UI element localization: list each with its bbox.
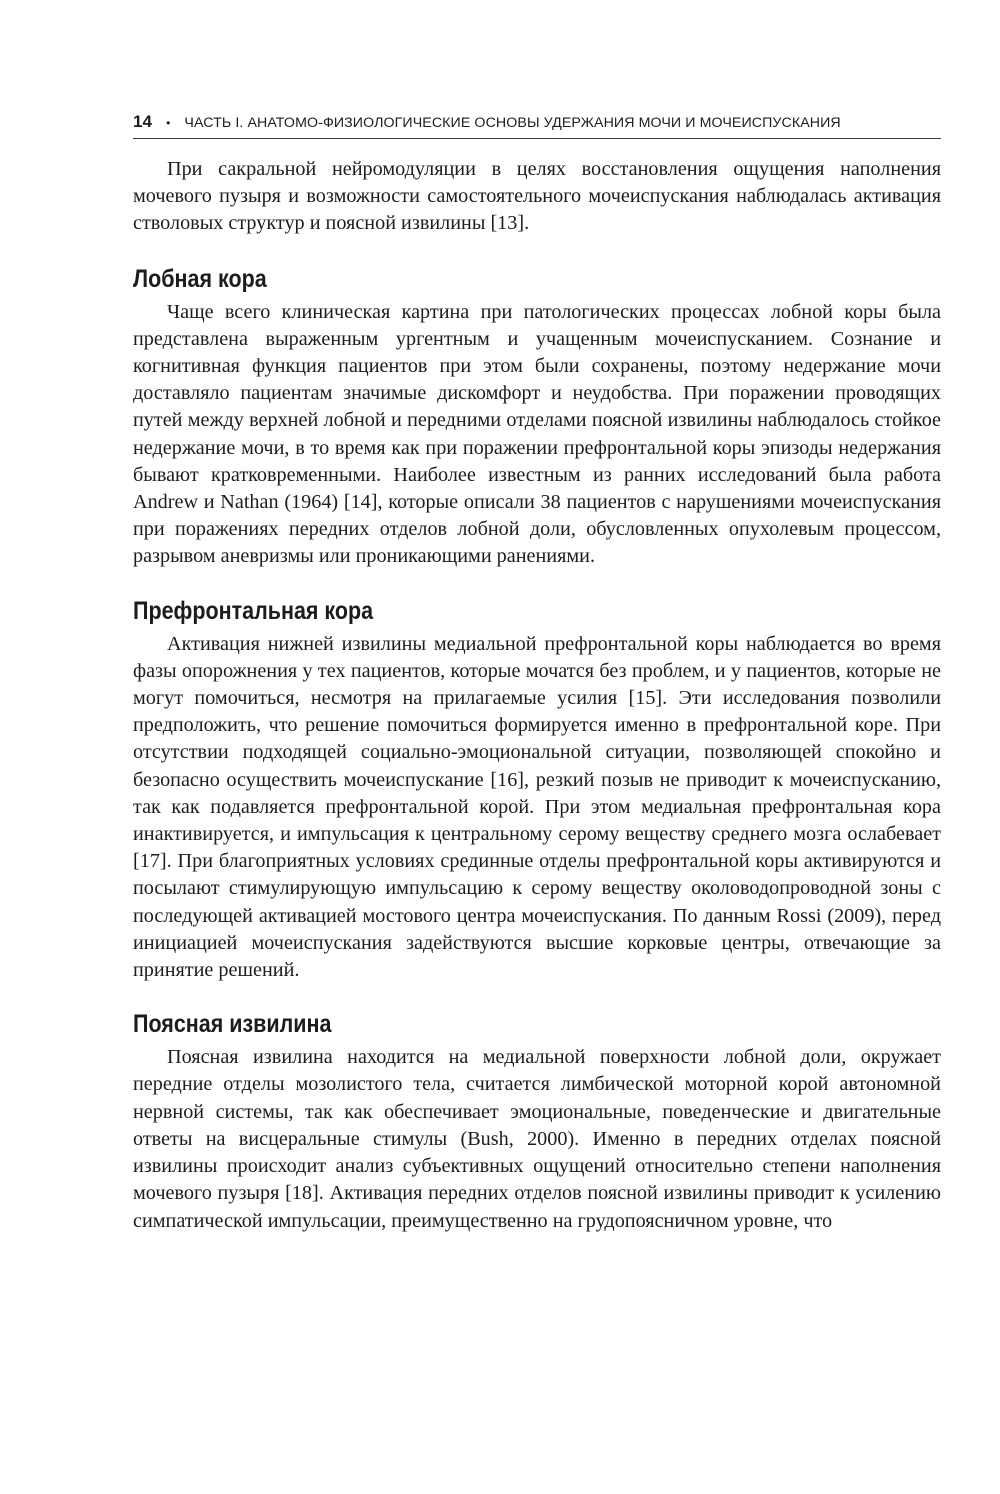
running-head-title: ЧАСТЬ I. АНАТОМО-ФИЗИОЛОГИЧЕСКИЕ ОСНОВЫ УДЕРЖАНИЯ МОЧИ И МОЧЕИСПУСКАНИЯ xyxy=(184,115,841,131)
section-paragraph-prefrontal-cortex: Активация нижней извилины медиальной префронтальной коры наблюдается во время фазы опорожнения у тех пациентов, которые мочатся без проблем, и у пациентов, которые не могут помочиться, несмотря на прилагаемые усилия [15]. Эти исследования позволили предположить, что решение помочиться формируется именно в префронтальной коре. При отсутствии подходящей социально-эмоциональной ситуации, позволяющей спокойно и безопасно осуществить мочеиспускание [16], резкий позыв не приводит к мочеиспусканию, так как подавляется префронтальной корой. При этом медиальная префронтальная кора инактивируется, и импульсация к центральному серому веществу среднего мозга ослабевает [17]. При благоприятных условиях срединные отделы префронтальной коры активируются и посылают стимулирующую импульсацию к серому веществу околоводопроводной зоны с последующей активацией мостового центра мочеиспускания. По данным Rossi (2009), перед инициацией мочеиспускания задействуются высшие корковые центры, отвечающие за принятие решений. xyxy=(133,632,941,982)
section-heading-frontal-cortex: Лобная кора xyxy=(133,264,267,293)
bullet-separator: • xyxy=(166,116,171,130)
section-heading-prefrontal-cortex: Префронтальная кора xyxy=(133,596,374,625)
page-number: 14 xyxy=(133,112,153,131)
section-paragraph-cingulate-gyrus: Поясная извилина находится на медиальной поверхности лобной доли, окружает передние отделы мозолистого тела, считается лимбической моторной корой автономной нервной системы, так как обеспечивает эмоциональные, поведенческие и двигательные ответы на висцеральные стимулы (Bush, 2000). Именно в передних отделах поясной извилины происходит анализ субъективных ощущений относительно степени наполнения мочевого пузыря [18]. Активация передних отделов поясной извилины приводит к усилению симпатической импульсации, преимущественно на грудопоясничном уровне, что xyxy=(133,1046,942,1232)
section-heading-cingulate-gyrus: Поясная извилина xyxy=(133,1010,332,1039)
running-head xyxy=(133,112,941,139)
book-page xyxy=(133,112,941,1235)
intro-paragraph: При сакральной нейромодуляции в целях восстановления ощущения наполнения мочевого пузыря и возможности самостоятельного мочеиспускания наблюдалась активация стволовых структур и поясной извилины [13]. xyxy=(133,158,941,235)
section-paragraph-frontal-cortex: Чаще всего клиническая картина при патологических процессах лобной коры была представлена выраженным ургентным и учащенным мочеиспусканием. Сознание и когнитивная функция пациентов при этом были сохранены, поэтому недержание мочи доставляло пациентам значимые дискомфорт и неудобства. При поражении проводящих путей между верхней лобной и передними отделами поясной извилины наблюдалось стойкое недержание мочи, в то время как при поражении префронтальной коры эпизоды недержания бывают кратковременными. Наиболее известным из ранних исследований была работа Andrew и Nathan (1964) [14], которые описали 38 пациентов с нарушениями мочеиспускания при поражениях передних отделов лобной доли, обусловленных опухолевым процессом, разрывом аневризмы или проникающими ранениями. xyxy=(133,300,941,568)
